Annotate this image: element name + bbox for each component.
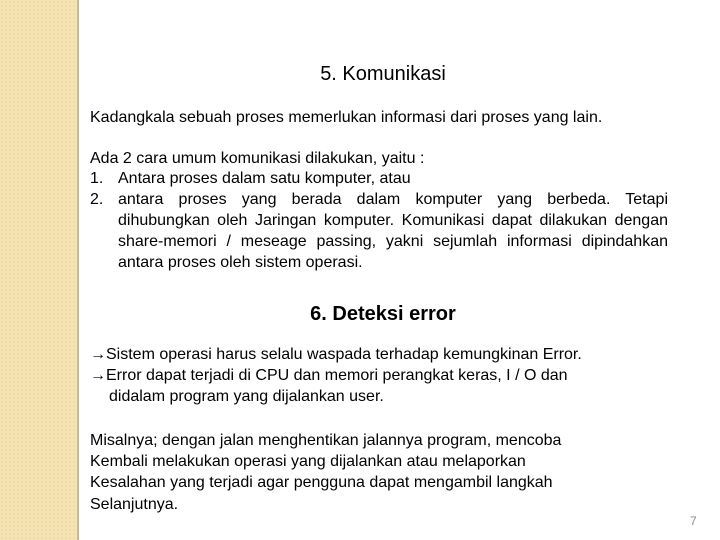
paragraph-line: Misalnya; dengan jalan menghentikan jalannya program, mencoba bbox=[90, 432, 562, 449]
section5-intro: Kadangkala sebuah proses memerlukan informasi dari proses yang lain. bbox=[90, 109, 603, 126]
list-number: 1. bbox=[90, 170, 104, 187]
page-number: 7 bbox=[690, 514, 697, 528]
bullet-item: →Sistem operasi harus selalu waspada terhadap kemungkinan Error. bbox=[90, 346, 582, 363]
paragraph-line: Selanjutnya. bbox=[90, 496, 179, 513]
list-item: Antara proses dalam satu komputer, atau bbox=[118, 170, 411, 187]
section5-title: 5. Komunikasi bbox=[320, 63, 446, 85]
section6-title: 6. Deteksi error bbox=[310, 303, 456, 325]
arrow-icon: → bbox=[90, 346, 106, 363]
arrow-icon: → bbox=[90, 367, 106, 384]
paragraph-line: Kembali melakukan operasi yang dijalankan atau melaporkan bbox=[90, 453, 526, 470]
paragraph-line: Kesalahan yang terjadi agar pengguna dapat mengambil langkah bbox=[90, 474, 553, 491]
bullet-continuation: didalam program yang dijalankan user. bbox=[109, 388, 384, 405]
section5-lead: Ada 2 cara umum komunikasi dilakukan, yaitu : bbox=[90, 150, 425, 167]
bullet-item: →Error dapat terjadi di CPU dan memori perangkat keras, I / O dan bbox=[90, 367, 568, 384]
list-item: antara proses yang berada dalam komputer yang berbeda. Tetapi dihubungkan oleh Jaringan komputer. Komunikasi dapat dilakukan dengan share-memori / meseage passing, yakni sejumlah informasi dipindahkan antara proses oleh sistem operasi. bbox=[118, 191, 668, 271]
list-number: 2. bbox=[90, 191, 104, 208]
